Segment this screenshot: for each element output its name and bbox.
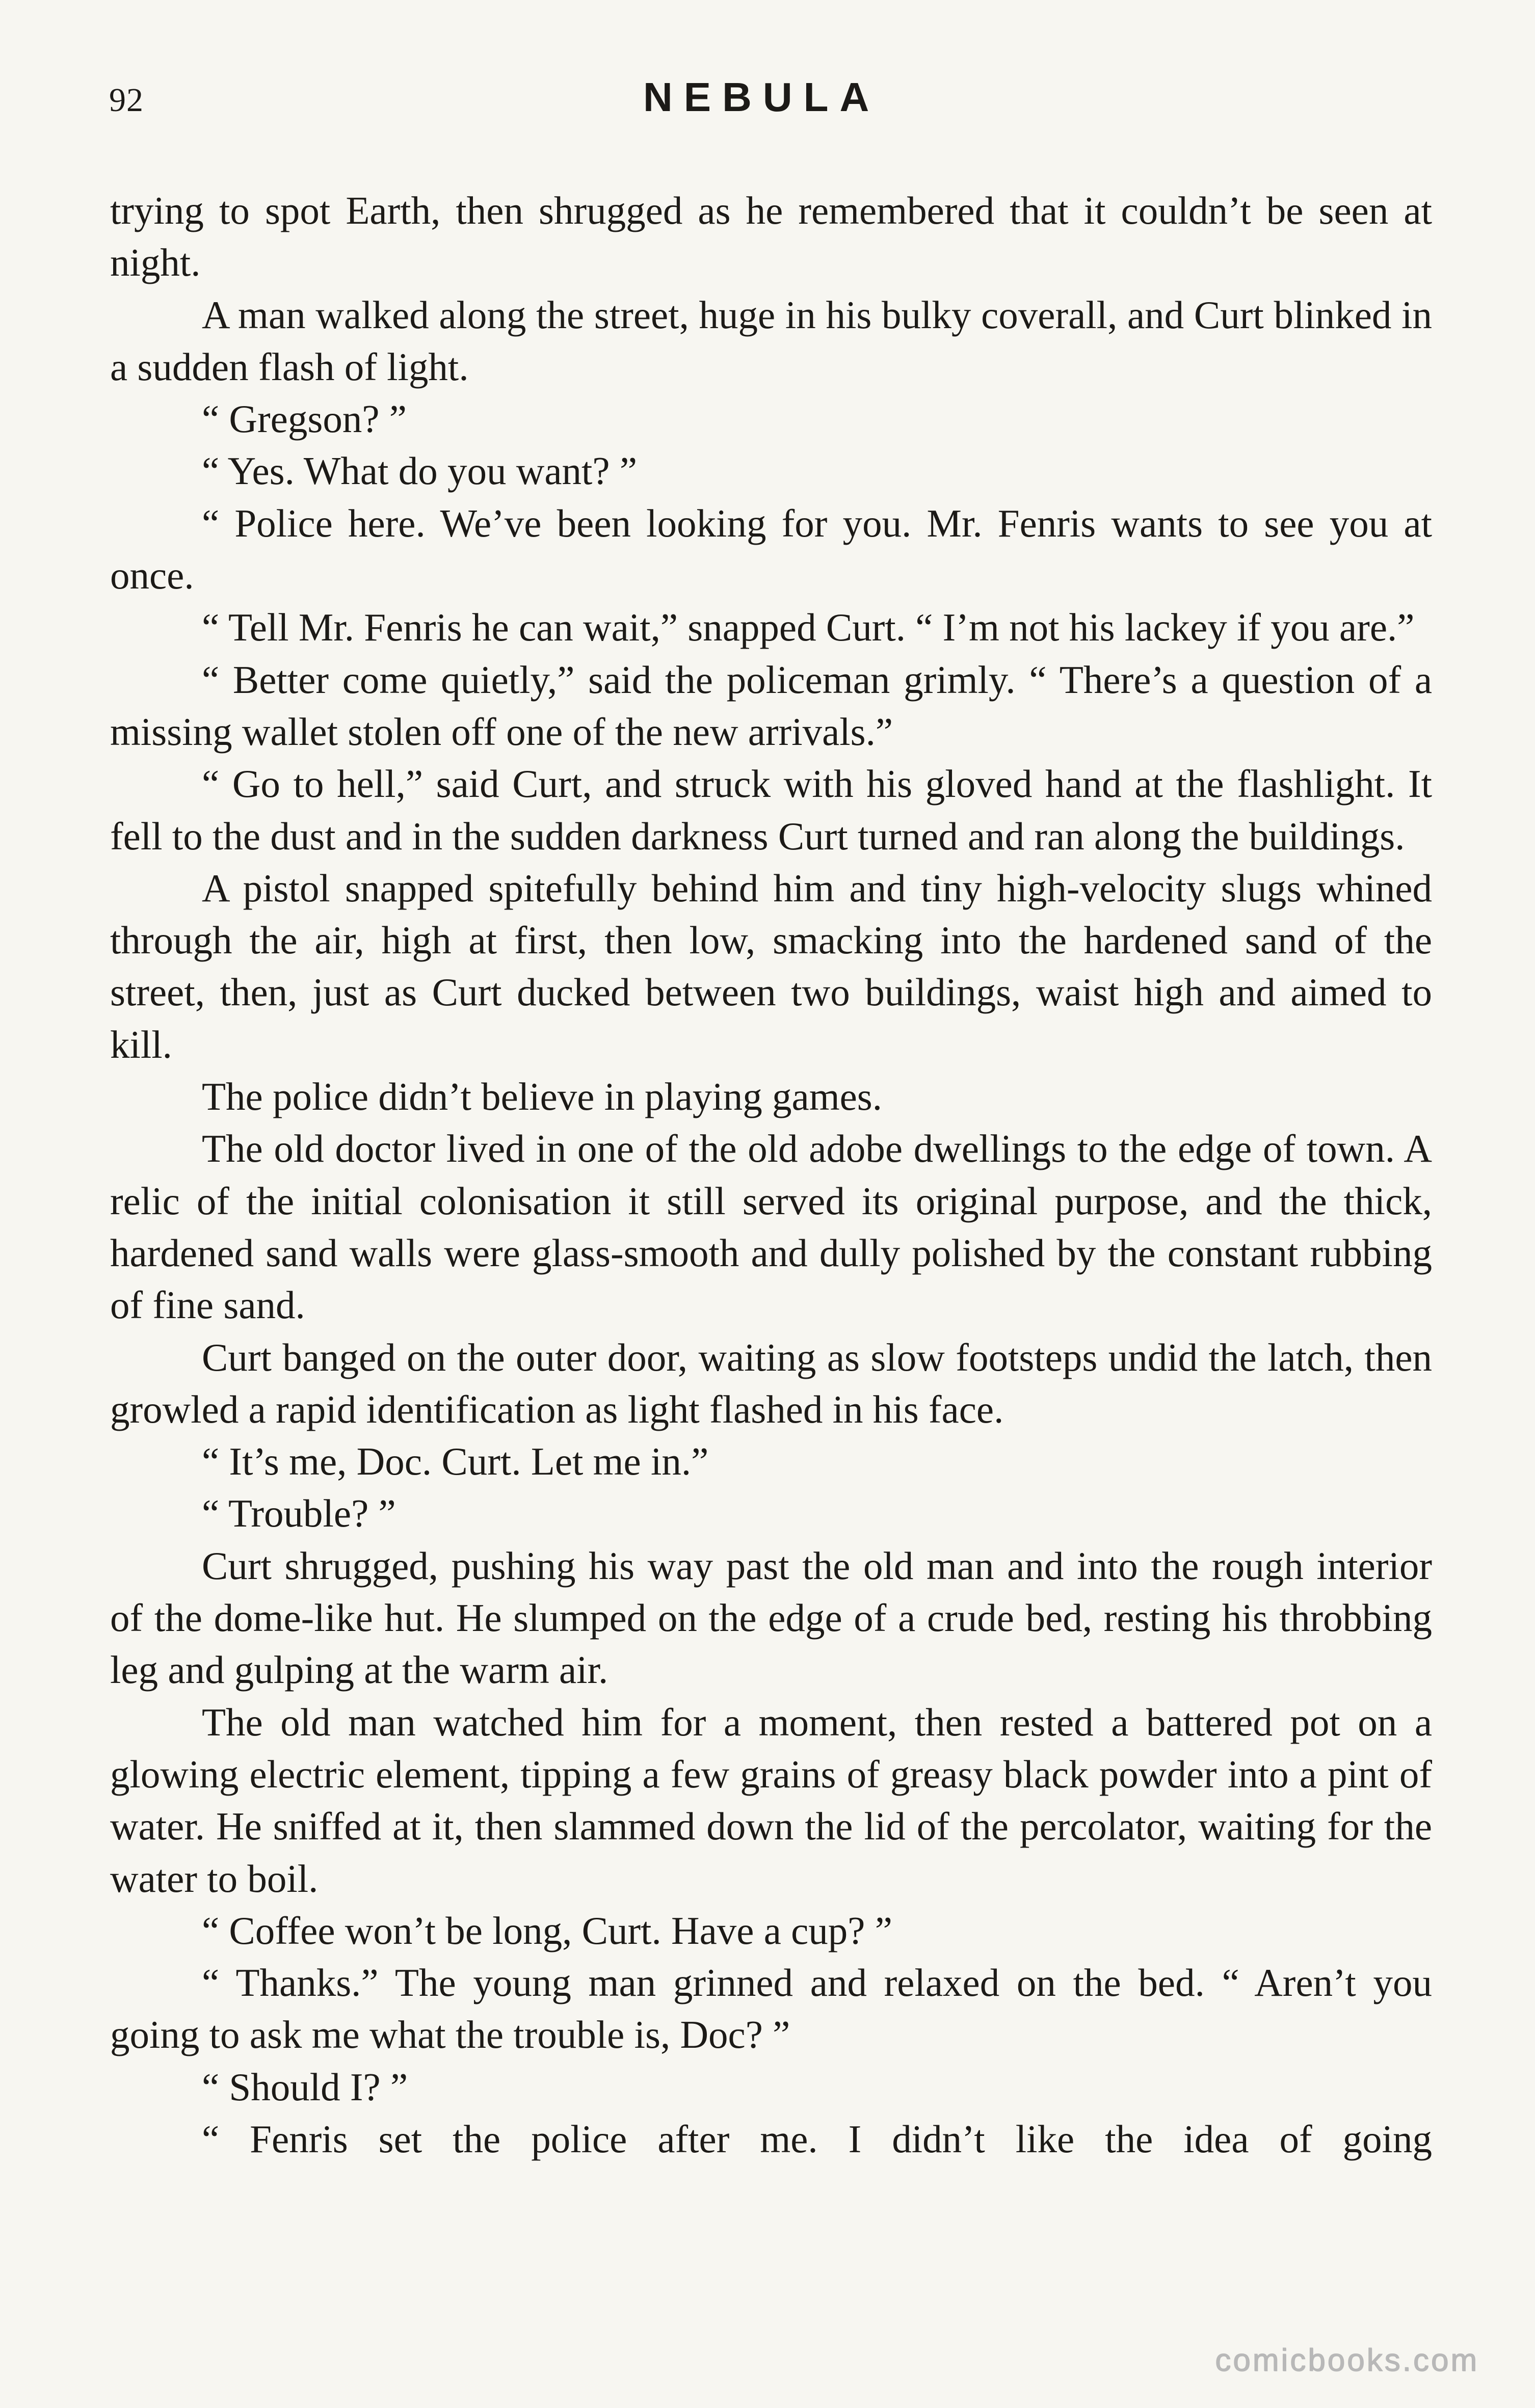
paragraph: The old doctor lived in one of the old adobe dwellings to the edge of town. A relic of the initial colonisation it still served its original purpose, and the thick, hardened sand walls were glass-smooth and dully polished by the constant rubbing of fine sand. xyxy=(110,1127,1432,1327)
paragraph: “ It’s me, Doc. Curt. Let me in.” xyxy=(202,1439,709,1484)
paragraph: “ Better come quietly,” said the policeman grimly. “ There’s a question of a missing wallet stolen off one of the new arrivals.” xyxy=(110,657,1432,754)
paragraph: Curt banged on the outer door, waiting as slow footsteps undid the latch, then growled a rapid identification as light flashed in his face. xyxy=(110,1335,1432,1431)
paragraph: “ Trouble? ” xyxy=(202,1491,396,1536)
paragraph: “ Coffee won’t be long, Curt. Have a cup? ” xyxy=(202,1908,892,1952)
paragraph: “ Go to hell,” said Curt, and struck with his gloved hand at the flashlight. It fell to the dust and in the sudden darkness Curt turned and ran along the buildings. xyxy=(110,762,1432,858)
paragraph: “ Police here. We’ve been looking for you. Mr. Fenris wants to see you at once. xyxy=(110,501,1432,598)
paragraph: “ Should I? ” xyxy=(202,2065,408,2109)
paragraph: “ Gregson? ” xyxy=(202,397,407,441)
paragraph: “ Thanks.” The young man grinned and relaxed on the bed. “ Aren’t you going to ask me what the trouble is, Doc? ” xyxy=(110,1961,1432,2057)
paragraph: trying to spot Earth, then shrugged as he remembered that it couldn’t be seen at night. xyxy=(110,189,1432,285)
story-text xyxy=(110,184,1432,2165)
paragraph: Curt shrugged, pushing his way past the old man and into the rough interior of the dome-like hut. He slumped on the edge of a crude bed, resting his throbbing leg and gulping at the warm air. xyxy=(110,1543,1432,1692)
paragraph: “ Tell Mr. Fenris he can wait,” snapped Curt. “ I’m not his lackey if you are.” xyxy=(202,605,1415,650)
page-number: 92 xyxy=(109,82,144,119)
paragraph: A pistol snapped spitefully behind him and tiny high-velocity slugs whined through the air, high at first, then low, smacking into the hardened sand of the street, then, just as Curt ducked between two buildings, waist high and aimed to kill. xyxy=(110,866,1432,1066)
journal-title: NEBULA xyxy=(643,74,881,120)
paragraph: A man walked along the street, huge in his bulky coverall, and Curt blinked in a sudden flash of light. xyxy=(110,292,1432,389)
paragraph: “ Yes. What do you want? ” xyxy=(202,449,637,493)
paragraph: The police didn’t believe in playing games. xyxy=(202,1075,883,1119)
paragraph: The old man watched him for a moment, then rested a battered pot on a glowing electric element, tipping a few grains of greasy black powder into a pint of water. He sniffed at it, then slammed down the lid of the percolator, waiting for the water to boil. xyxy=(110,1700,1432,1901)
paragraph: “ Fenris set the police after me. I didn’t like the idea of going xyxy=(202,2117,1432,2161)
watermark: comicbooks.com xyxy=(1215,2343,1479,2378)
running-head xyxy=(0,74,1535,120)
